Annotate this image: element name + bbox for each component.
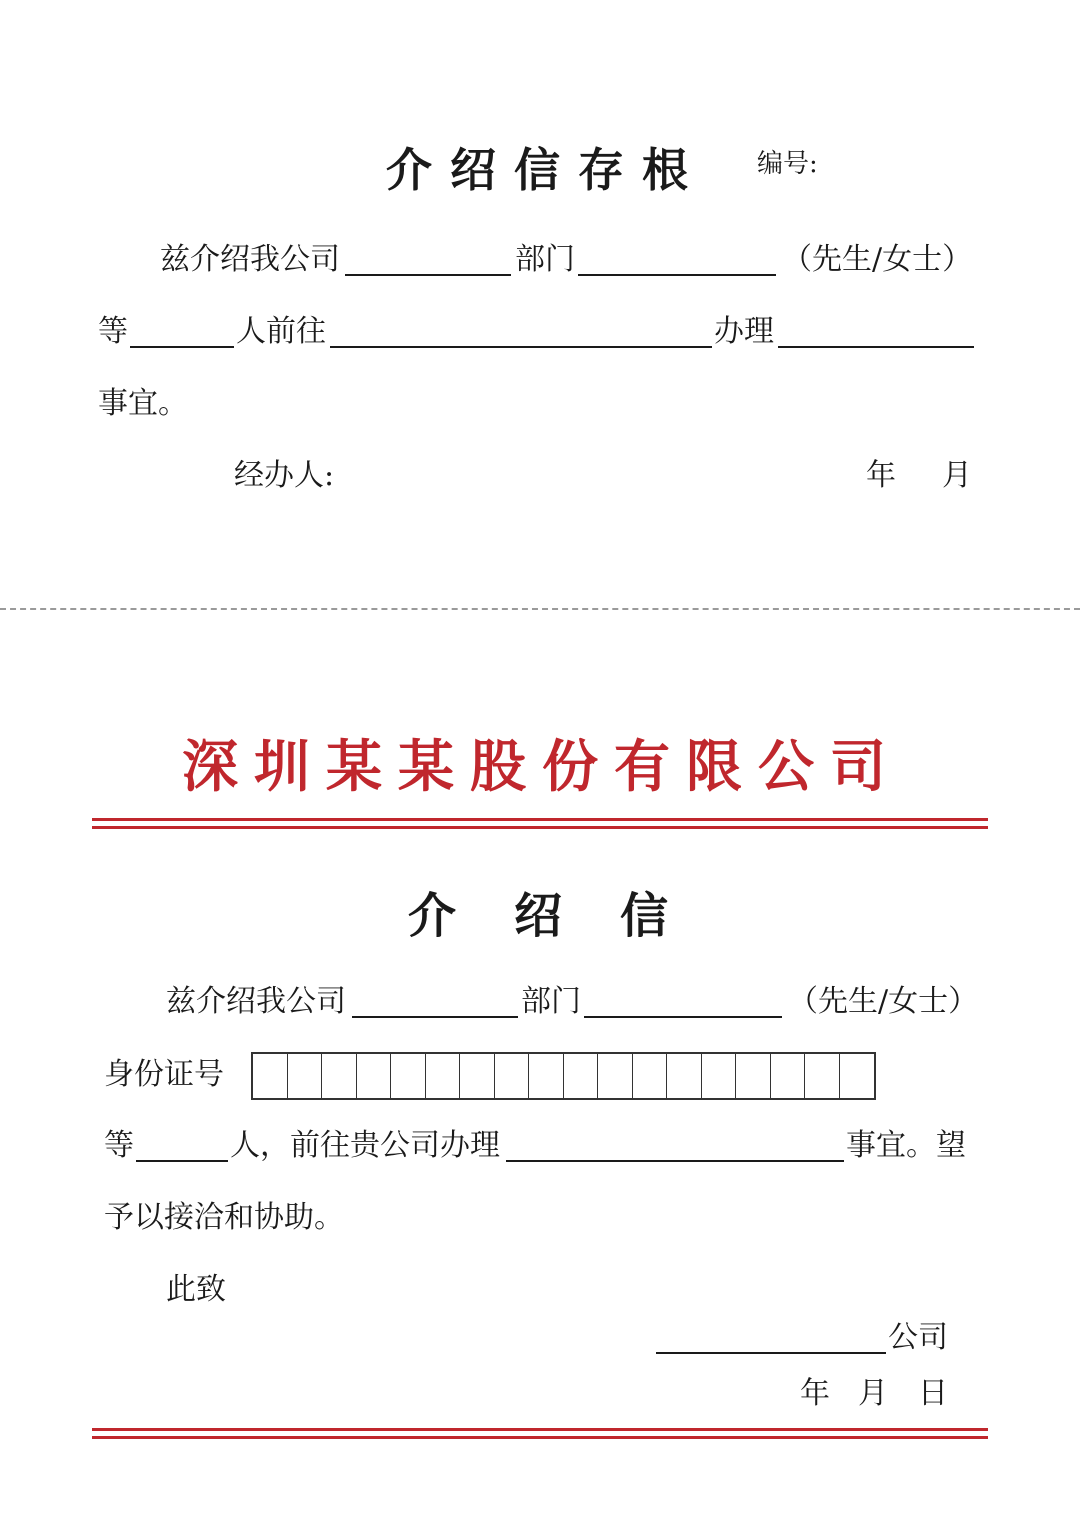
signature-company-suffix: 公司 bbox=[888, 1320, 948, 1355]
id-number-label: 身份证号 bbox=[104, 1057, 224, 1092]
letter-people-count-blank[interactable] bbox=[136, 1160, 228, 1162]
serial-number-label: 编号: bbox=[757, 149, 818, 179]
letter-day-label: 日 bbox=[918, 1376, 948, 1411]
letter-dept-label: 部门 bbox=[521, 984, 581, 1019]
letter-intro-prefix: 兹介绍我公司 bbox=[166, 984, 346, 1019]
stub-matter-blank[interactable] bbox=[778, 346, 974, 348]
stub-month-label: 月 bbox=[942, 458, 972, 493]
stub-company-blank[interactable] bbox=[345, 274, 511, 276]
id-digit-cell[interactable] bbox=[357, 1054, 392, 1098]
id-digit-cell[interactable] bbox=[805, 1054, 840, 1098]
stub-year-label: 年 bbox=[866, 458, 896, 493]
id-digit-cell[interactable] bbox=[702, 1054, 737, 1098]
header-rule-top bbox=[92, 818, 988, 821]
stub-title-suffix: （先生/女士） bbox=[782, 242, 973, 277]
id-digit-cell[interactable] bbox=[840, 1054, 875, 1098]
stub-line3: 事宜。 bbox=[98, 386, 188, 421]
letter-matter-blank[interactable] bbox=[506, 1160, 844, 1162]
footer-rule-bottom bbox=[92, 1436, 988, 1439]
letter-line3-prefix: 等 bbox=[104, 1128, 134, 1163]
id-digit-cell[interactable] bbox=[598, 1054, 633, 1098]
stub-title: 介绍信存根 bbox=[386, 143, 706, 197]
stub-line2-prefix: 等 bbox=[98, 314, 128, 349]
letter-dept-blank[interactable] bbox=[584, 1016, 782, 1018]
letter-line3-suffix: 事宜。望 bbox=[846, 1128, 966, 1163]
id-digit-cell[interactable] bbox=[288, 1054, 323, 1098]
id-digit-cell[interactable] bbox=[391, 1054, 426, 1098]
stub-dept-blank[interactable] bbox=[578, 274, 776, 276]
stub-people-label: 人前往 bbox=[236, 314, 326, 349]
letter-company-blank[interactable] bbox=[352, 1016, 518, 1018]
id-digit-cell[interactable] bbox=[426, 1054, 461, 1098]
id-digit-cell[interactable] bbox=[736, 1054, 771, 1098]
id-digit-cell[interactable] bbox=[633, 1054, 668, 1098]
signature-company-blank[interactable] bbox=[656, 1352, 886, 1354]
stub-dept-label: 部门 bbox=[515, 242, 575, 277]
id-digit-cell[interactable] bbox=[253, 1054, 288, 1098]
id-digit-cell[interactable] bbox=[564, 1054, 599, 1098]
header-rule-bottom bbox=[92, 826, 988, 829]
company-name: 深圳某某股份有限公司 bbox=[182, 734, 902, 800]
id-digit-cell[interactable] bbox=[460, 1054, 495, 1098]
id-digit-cell[interactable] bbox=[529, 1054, 564, 1098]
id-digit-cell[interactable] bbox=[667, 1054, 702, 1098]
id-digit-cell[interactable] bbox=[495, 1054, 530, 1098]
stub-destination-blank[interactable] bbox=[330, 346, 712, 348]
letter-title-suffix: （先生/女士） bbox=[788, 984, 979, 1019]
stub-people-count-blank[interactable] bbox=[130, 346, 234, 348]
stub-handle-label: 办理 bbox=[714, 314, 774, 349]
id-digit-cell[interactable] bbox=[771, 1054, 806, 1098]
letter-line3-middle: 人，前往贵公司办理 bbox=[230, 1128, 500, 1163]
letter-title: 介绍信 bbox=[408, 888, 727, 944]
id-digit-cell[interactable] bbox=[322, 1054, 357, 1098]
footer-rule-top bbox=[92, 1428, 988, 1431]
stub-intro-prefix: 兹介绍我公司 bbox=[160, 242, 340, 277]
salutation: 此致 bbox=[166, 1272, 226, 1307]
letter-year-label: 年 bbox=[800, 1376, 830, 1411]
stub-handler-label: 经办人: bbox=[234, 458, 335, 493]
letter-line4: 予以接洽和协助。 bbox=[104, 1200, 344, 1235]
perforation-cut-line bbox=[0, 608, 1080, 610]
letter-month-label: 月 bbox=[858, 1376, 888, 1411]
id-number-grid[interactable] bbox=[251, 1052, 876, 1100]
